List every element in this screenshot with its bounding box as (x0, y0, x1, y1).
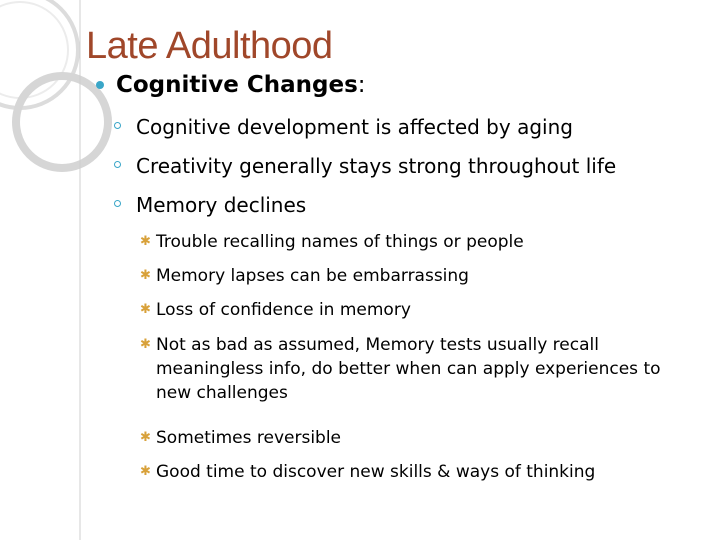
slide-title: Late Adulthood (86, 25, 333, 67)
list-item-l3 (140, 333, 701, 405)
list-item-l2 (136, 191, 306, 219)
heading-suffix: : (357, 72, 366, 98)
list-item-text: Not as bad as assumed, Memory tests usually recall meaningless info, do better when can apply experiences to new challenges (156, 335, 661, 403)
ring-bullet-icon (114, 122, 121, 129)
ring-bullet-icon (114, 200, 121, 207)
list-item-text: Sometimes reversible (156, 428, 342, 448)
list-item-l3 (140, 264, 701, 288)
star-bullet-icon: ✱ (140, 234, 151, 249)
heading-bullet (116, 68, 366, 102)
list-item-l3 (140, 460, 701, 484)
star-bullet-icon: ✱ (140, 302, 151, 317)
list-item-text: Trouble recalling names of things or people (156, 232, 524, 252)
list-item-text: Loss of confidence in memory (156, 300, 411, 320)
star-bullet-icon: ✱ (140, 464, 151, 479)
list-item-l2 (136, 152, 616, 180)
list-item-text: Memory lapses can be embarrassing (156, 266, 469, 286)
list-item-text: Memory declines (136, 193, 307, 217)
list-item-text: Good time to discover new skills & ways of thinking (156, 462, 596, 482)
star-bullet-icon: ✱ (140, 268, 151, 283)
star-bullet-icon: ✱ (140, 337, 151, 352)
list-item-l2 (136, 113, 573, 141)
list-item-text: Creativity generally stays strong throughout life (136, 154, 617, 178)
list-item-l3 (140, 230, 701, 254)
list-item-l3 (140, 298, 701, 322)
ring-bullet-icon (114, 161, 121, 168)
star-bullet-icon: ✱ (140, 430, 151, 445)
list-item-text: Cognitive development is affected by aging (136, 115, 573, 139)
bullet-dot-icon (96, 81, 104, 89)
list-item-l3 (140, 426, 701, 450)
heading-bold-text: Cognitive Changes (116, 72, 358, 98)
